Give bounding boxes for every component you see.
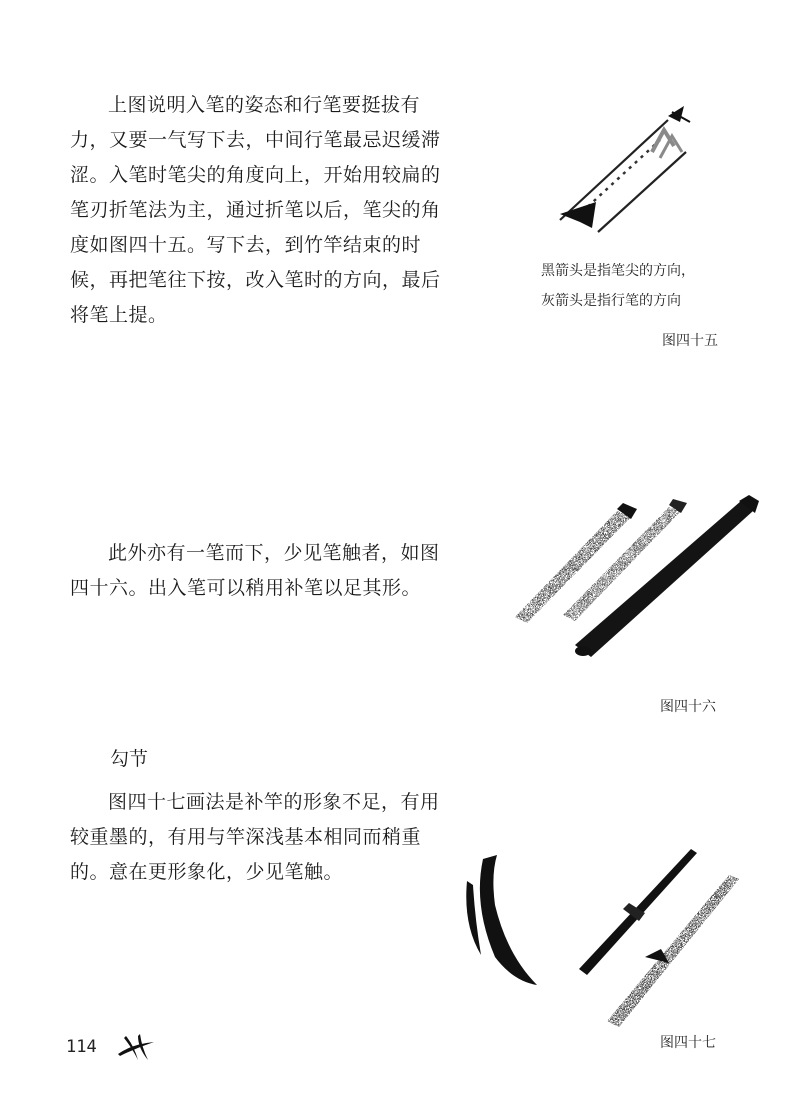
figure-45-note (541, 256, 695, 316)
figure-45-note-line-1: 黑箭头是指笔尖的方向， (541, 263, 695, 279)
paragraph-single-stroke: 此外亦有一笔而下，少见笔触者，如图四十六。出入笔可以稍用补笔以足其形。 (70, 542, 440, 599)
paragraph-intro: 上图说明入笔的姿态和行笔要挺拔有力，又要一气写下去，中间行笔最忌迟缓滞涩。入笔时笔尖的角度向上，开始用较扁的笔刃折笔法为主，通过折笔以后，笔尖的角度如图四十五。写下去，到竹竿结束的时候，再把笔往下按，改入笔时的方向，最后将笔上提。 (70, 94, 441, 326)
figure-46-caption: 图四十六 (660, 699, 716, 715)
figure-47-illustration (455, 845, 745, 1030)
paragraph-node-technique: 图四十七画法是补竿的形象不足，有用较重墨的，有用与竿深浅基本相同而稍重的。意在更形象化，少见笔触。 (70, 791, 440, 883)
figure-45-note-line-2: 灰箭头是指行笔的方向 (541, 293, 681, 309)
bamboo-stalks-icon (505, 495, 770, 670)
figure-47-caption: 图四十七 (660, 1035, 716, 1051)
stroke-direction-diagram-icon (540, 80, 710, 250)
bamboo-leaf-icon (114, 1030, 158, 1064)
section-heading: 勾节 (110, 748, 149, 770)
bamboo-nodes-icon (455, 845, 745, 1030)
figure-45-caption: 图四十五 (662, 333, 718, 349)
figure-45-illustration (540, 80, 710, 250)
page-number: 114 (66, 1037, 97, 1057)
figure-46-illustration (505, 495, 770, 670)
